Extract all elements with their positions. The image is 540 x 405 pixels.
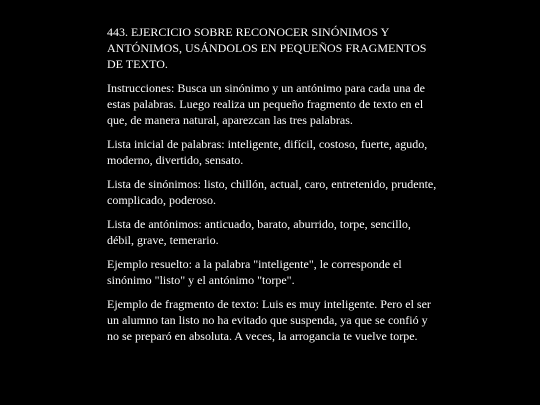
document-page	[107, 24, 437, 352]
solved-example: Ejemplo resuelto: a la palabra "inteligente", le corresponde el sinónimo "listo" y el antónimo "torpe".	[107, 257, 402, 287]
antonyms-list: Lista de antónimos: anticuado, barato, aburrido, torpe, sencillo, débil, grave, temerario.	[107, 217, 411, 247]
instructions-paragraph: Instrucciones: Busca un sinónimo y un antónimo para cada una de estas palabras. Luego realiza un pequeño fragmento de texto en el que, de manera natural, aparezcan las tres palabras.	[107, 81, 425, 127]
text-fragment-example: Ejemplo de fragmento de texto: Luis es muy inteligente. Pero el ser un alumno tan listo no ha evitado que suspenda, ya que se confió y no se preparó en absoluta. A veces, la arrogancia te vuelve torpe.	[107, 297, 431, 343]
exercise-title: 443. EJERCICIO SOBRE RECONOCER SINÓNIMOS Y ANTÓNIMOS, USÁNDOLOS EN PEQUEÑOS FRAGMENTOS DE TEXTO.	[107, 25, 427, 71]
synonyms-list: Lista de sinónimos: listo, chillón, actual, caro, entretenido, prudente, complicado, poderoso.	[107, 177, 437, 207]
initial-word-list: Lista inicial de palabras: inteligente, difícil, costoso, fuerte, agudo, moderno, divertido, sensato.	[107, 137, 428, 167]
